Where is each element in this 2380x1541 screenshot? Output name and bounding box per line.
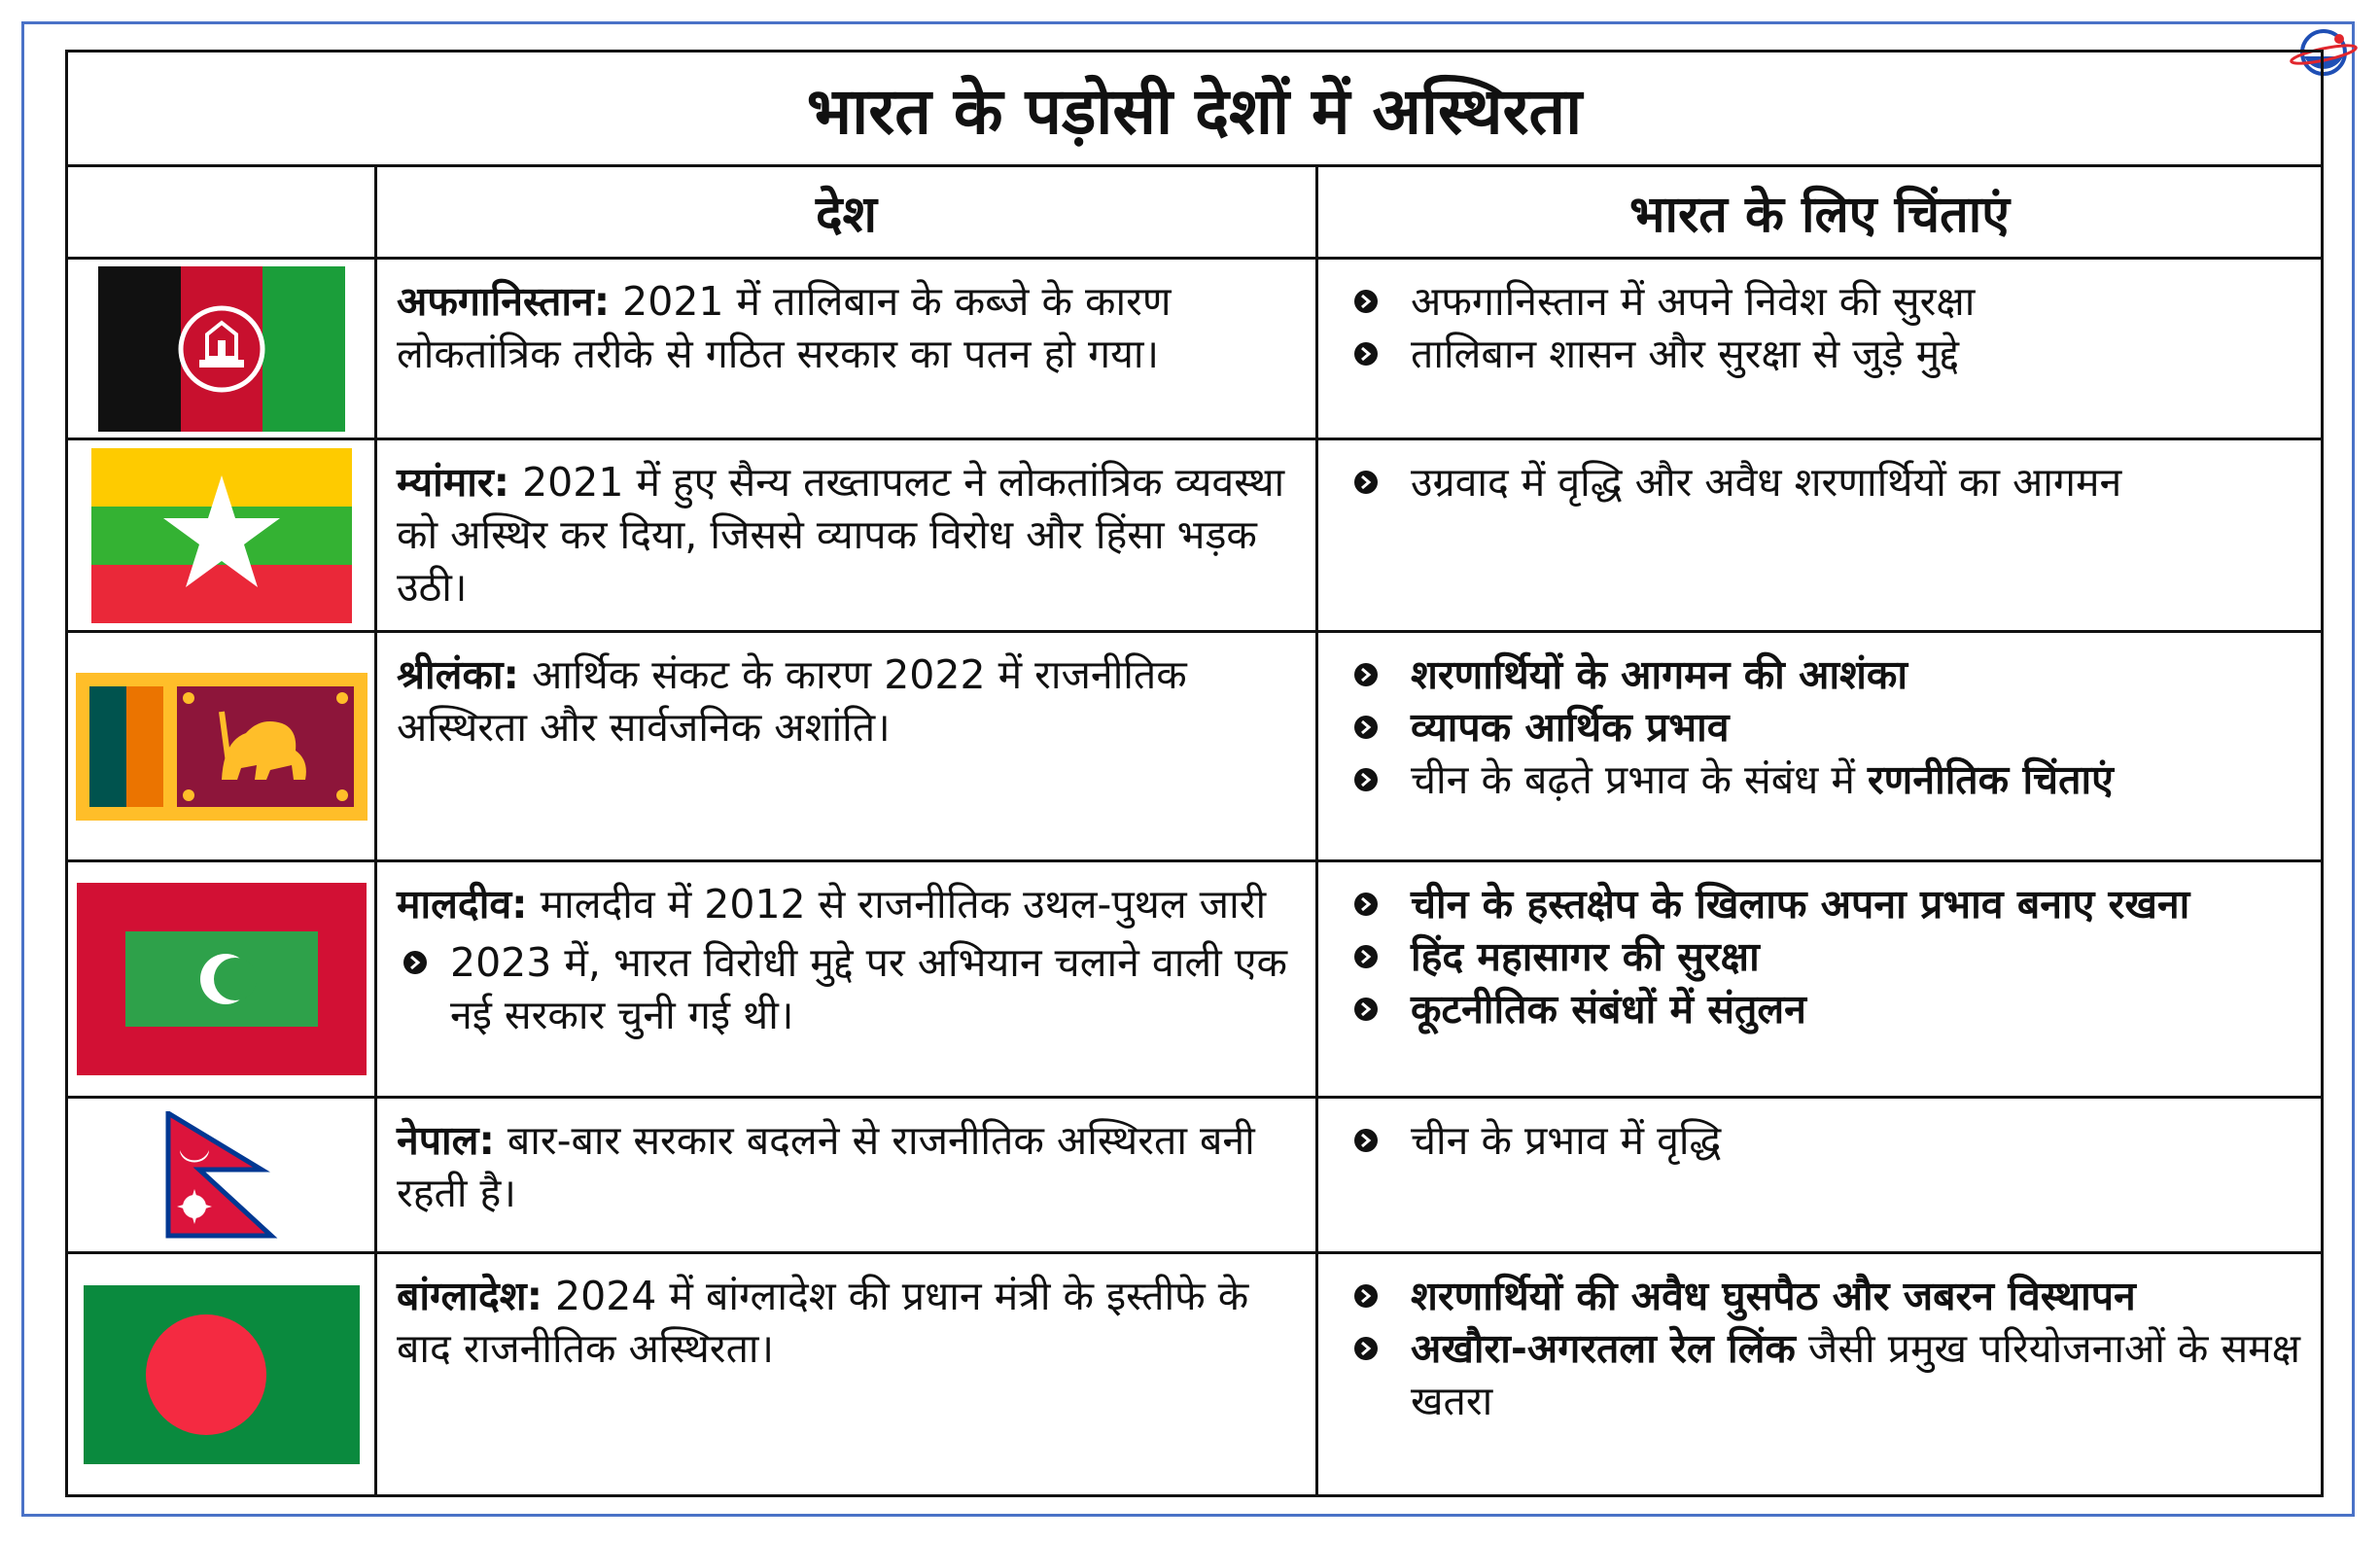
country-description: नेपाल: बार-बार सरकार बदलने से राजनीतिक अस्थिरता बनी रहती है। <box>376 1098 1317 1253</box>
list-item: कूटनीतिक संबंधों में संतुलन <box>1348 983 2303 1035</box>
country-name: नेपाल: <box>397 1117 495 1164</box>
flag-cell <box>67 1098 376 1253</box>
myanmar-flag-icon <box>91 448 352 623</box>
list-item: उग्रवाद में वृद्धि और अवैध शरणार्थियों का आगमन <box>1348 456 2303 508</box>
list-item: चीन के प्रभाव में वृद्धि <box>1348 1114 2303 1167</box>
concerns-cell <box>1317 861 2323 1098</box>
table-row <box>67 632 2323 861</box>
list-item: चीन के बढ़ते प्रभाव के संबंध में रणनीतिक चिंताएं <box>1348 753 2303 806</box>
country-name: अफगानिस्तान: <box>397 278 611 325</box>
arrow-bullet-icon <box>1353 997 1379 1022</box>
list-item: व्यापक आर्थिक प्रभाव <box>1348 701 2303 753</box>
arrow-bullet-icon <box>1353 341 1379 367</box>
arrow-bullet-icon <box>1353 1283 1379 1309</box>
country-description: मालदीव: मालदीव में 2012 से राजनीतिक उथल-पुथल जारी 2023 में, भारत विरोधी मुद्दे पर अभियान चलाने वाली एक नई सरकार चुनी गई थी। <box>376 861 1317 1098</box>
list-item: शरणार्थियों के आगमन की आशंका <box>1348 648 2303 701</box>
flag-cell <box>67 1253 376 1496</box>
concerns-cell <box>1317 259 2323 439</box>
concerns-cell <box>1317 1098 2323 1253</box>
list-item: अफगानिस्तान में अपने निवेश की सुरक्षा <box>1348 275 2303 328</box>
concerns-cell <box>1317 1253 2323 1496</box>
nepal-flag-icon <box>164 1111 279 1240</box>
maldives-flag-icon <box>77 883 367 1075</box>
arrow-bullet-icon <box>1353 289 1379 314</box>
table-row <box>67 259 2323 439</box>
flag-cell <box>67 439 376 632</box>
arrow-bullet-icon <box>1353 662 1379 687</box>
country-name: मालदीव: <box>397 881 528 928</box>
header-concerns: भारत के लिए चिंताएं <box>1317 166 2323 259</box>
list-item: चीन के हस्तक्षेप के खिलाफ अपना प्रभाव बनाए रखना <box>1348 878 2303 930</box>
table-row <box>67 861 2323 1098</box>
country-description: अफगानिस्तान: 2021 में तालिबान के कब्जे के कारण लोकतांत्रिक तरीके से गठित सरकार का पतन हो गया। <box>376 259 1317 439</box>
bangladesh-flag-icon <box>84 1285 360 1464</box>
country-name: बांग्लादेश: <box>397 1273 543 1319</box>
country-name: श्रीलंका: <box>397 651 519 698</box>
flag-cell <box>67 861 376 1098</box>
concerns-cell <box>1317 632 2323 861</box>
arrow-bullet-icon <box>1353 892 1379 917</box>
flag-cell <box>67 259 376 439</box>
concerns-cell <box>1317 439 2323 632</box>
arrow-bullet-icon <box>1353 470 1379 495</box>
page-title: भारत के पड़ोसी देशों में अस्थिरता <box>67 52 2323 166</box>
table-row <box>67 1098 2323 1253</box>
country-name: म्यांमार: <box>397 459 510 506</box>
list-item: अखौरा-अगरतला रेल लिंक जैसी प्रमुख परियोजनाओं के समक्ष खतरा <box>1348 1322 2303 1427</box>
arrow-bullet-icon <box>1353 1128 1379 1153</box>
country-description: म्यांमार: 2021 में हुए सैन्य तख्तापलट ने लोकतांत्रिक व्यवस्था को अस्थिर कर दिया, जिससे व्यापक विरोध और हिंसा भड़क उठी। <box>376 439 1317 632</box>
list-item: हिंद महासागर की सुरक्षा <box>1348 930 2303 983</box>
table-row <box>67 1253 2323 1496</box>
arrow-bullet-icon <box>402 950 428 975</box>
country-description: श्रीलंका: आर्थिक संकट के कारण 2022 में राजनीतिक अस्थिरता और सार्वजनिक अशांति। <box>376 632 1317 861</box>
list-item: 2023 में, भारत विरोधी मुद्दे पर अभियान चलाने वाली एक नई सरकार चुनी गई थी। <box>397 936 1298 1041</box>
arrow-bullet-icon <box>1353 767 1379 792</box>
afghanistan-flag-icon <box>98 266 345 432</box>
header-flag-column <box>67 166 376 259</box>
country-description: बांग्लादेश: 2024 में बांग्लादेश की प्रधान मंत्री के इस्तीफे के बाद राजनीतिक अस्थिरता। <box>376 1253 1317 1496</box>
table-row <box>67 439 2323 632</box>
arrow-bullet-icon <box>1353 944 1379 969</box>
header-country: देश <box>376 166 1317 259</box>
list-item: तालिबान शासन और सुरक्षा से जुड़े मुद्दे <box>1348 328 2303 380</box>
instability-table <box>65 50 2324 1497</box>
sri-lanka-flag-icon <box>76 673 368 821</box>
arrow-bullet-icon <box>1353 715 1379 740</box>
list-item: शरणार्थियों की अवैध घुसपैठ और जबरन विस्थापन <box>1348 1270 2303 1322</box>
arrow-bullet-icon <box>1353 1336 1379 1361</box>
flag-cell <box>67 632 376 861</box>
